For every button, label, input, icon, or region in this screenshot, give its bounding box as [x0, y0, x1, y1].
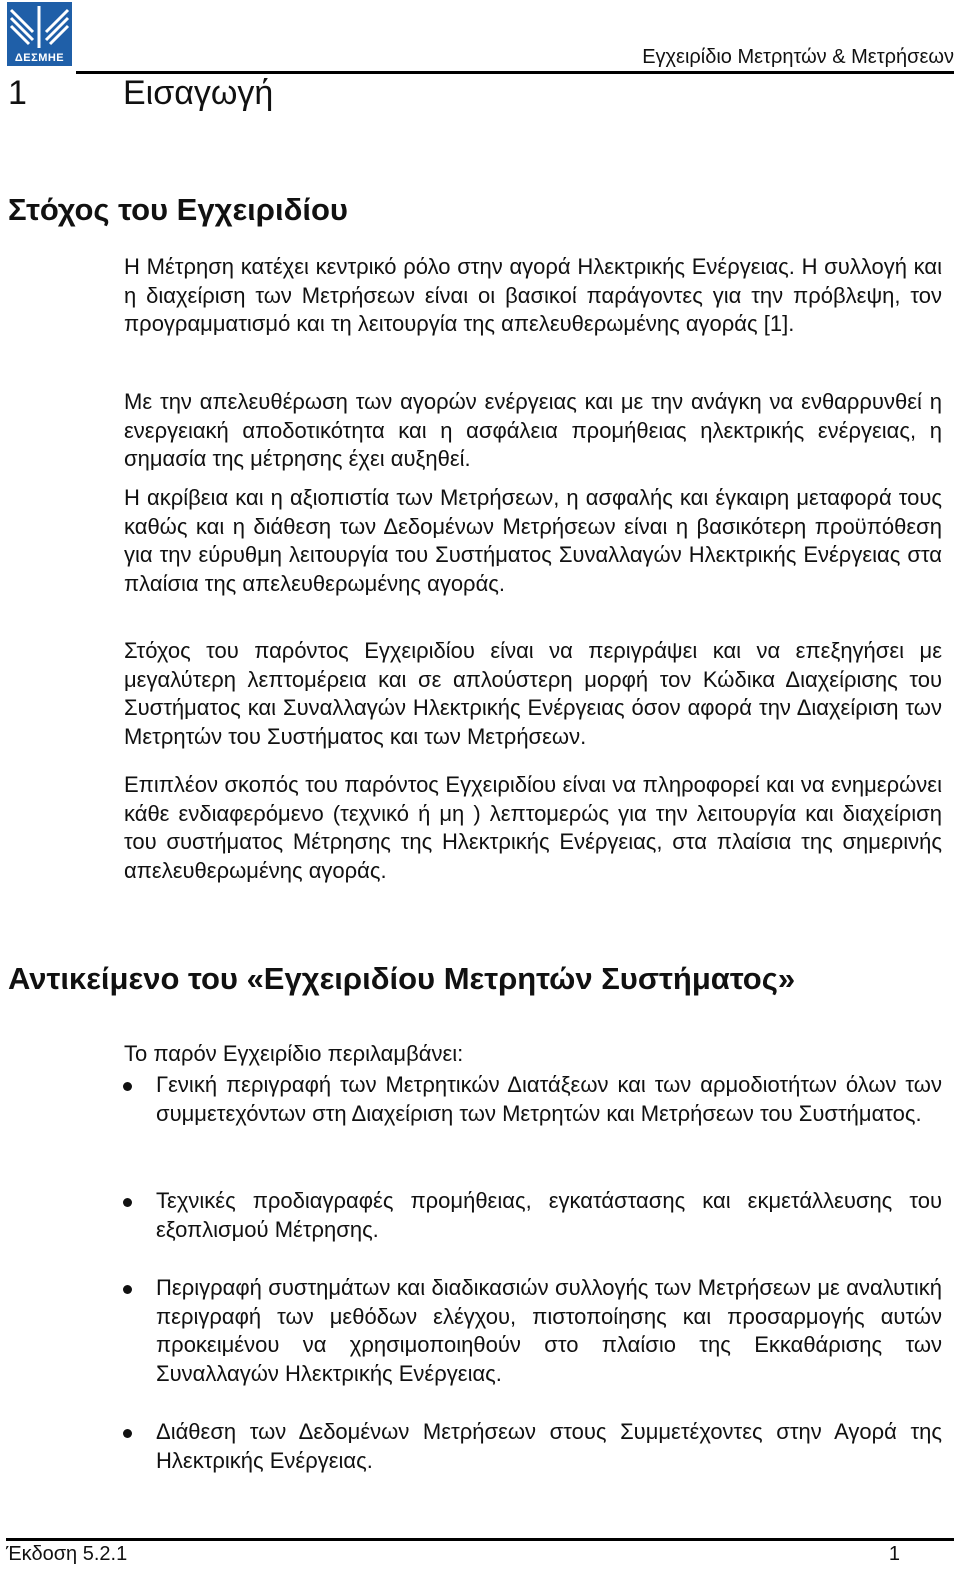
paragraph-4: Στόχος του παρόντος Εγχειριδίου είναι να περιγράψει και να επεξηγήσει με μεγαλύτερη λεπτομέρεια και σε απλούστερη μορφή τον Κώδικα Διαχείρισης του Συστήματος και Συναλλαγών Ηλεκτρικής Ενέργειας όσον αφορά την Διαχείριση των Μετρητών του Συστήματος και των Μετρήσεων. — [124, 638, 942, 750]
bullet-icon — [123, 1285, 132, 1294]
footer-page-number: 1 — [888, 1543, 900, 1565]
chapter-heading — [8, 74, 273, 113]
chapter-number: 1 — [8, 74, 27, 112]
paragraph-1: Η Μέτρηση κατέχει κεντρικό ρόλο στην αγορά Ηλεκτρικής Ενέργειας. Η συλλογή και η διαχείριση των Μετρήσεων είναι οι βασικοί παράγοντες για την πρόβλεψη, τον προγραμματισμό και τη λειτουργία της απελευθερωμένης αγοράς [1]. — [124, 254, 942, 337]
desmie-logo — [7, 2, 72, 66]
chapter-title: Εισαγωγή — [123, 74, 274, 112]
paragraph-3: Η ακρίβεια και η αξιοπιστία των Μετρήσεων, η ασφαλής και έγκαιρη μεταφορά τους καθώς και η διάθεση των Δεδομένων Μετρήσεων είναι η βασικότερη προϋπόθεση για την εύρυθμη λειτουργία του Συστήματος Συναλλαγών Ηλεκτρικής Ενέργειας στα πλαίσια της απελευθερωμένης αγοράς. — [124, 485, 942, 597]
list-intro: Το παρόν Εγχειρίδιο περιλαμβάνει: — [124, 1041, 464, 1066]
list-item: Τεχνικές προδιαγραφές προμήθειας, εγκατάστασης και εκμετάλλευσης του εξοπλισμού Μέτρησης. — [156, 1188, 942, 1242]
paragraph-5: Επιπλέον σκοπός του παρόντος Εγχειριδίου είναι να πληροφορεί και να ενημερώνει κάθε ενδιαφερόμενο (τεχνικό ή μη ) λεπτομερώς για την λειτουργία και διαχείριση του συστήματος Μέτρησης της Ηλεκτρικής Ενέργειας, στα πλαίσια της σημερινής απελευθερωμένης αγοράς. — [124, 772, 942, 884]
bullet-icon — [123, 1082, 132, 1091]
section-title-scope: Αντικείμενο του «Εγχειριδίου Μετρητών Συστήματος» — [8, 961, 796, 996]
section-title-objective: Στόχος του Εγχειριδίου — [8, 192, 348, 227]
logo-text: ΔΕΣΜΗΕ — [14, 52, 65, 64]
paragraph-2: Με την απελευθέρωση των αγορών ενέργειας και με την ανάγκη να ενθαρρυνθεί η ενεργειακή αποδοτικότητα και η ασφάλεια προμήθειας ηλεκτρικής ενέργειας, η σημασία της μέτρησης έχει αυξηθεί. — [124, 389, 942, 472]
list-item: Γενική περιγραφή των Μετρητικών Διατάξεων και των αρμοδιοτήτων όλων των συμμετεχόντων στη Διαχείριση των Μετρητών και Μετρήσεων του Συστήματος. — [156, 1072, 942, 1126]
bullet-icon — [123, 1429, 132, 1438]
footer-rule — [6, 1538, 954, 1541]
header-title: Εγχειρίδιο Μετρητών & Μετρήσεων — [642, 46, 954, 68]
bullet-icon — [123, 1198, 132, 1207]
list-item: Περιγραφή συστημάτων και διαδικασιών συλλογής των Μετρήσεων με αναλυτική περιγραφή των μεθόδων ελέγχου, πιστοποίησης και προσαρμογής αυτών προκειμένου να χρησιμοποιηθούν στο πλαίσιο της Εκκαθάρισης των Συναλλαγών Ηλεκτρικής Ενέργειας. — [156, 1275, 942, 1387]
list-item: Διάθεση των Δεδομένων Μετρήσεων στους Συμμετέχοντες στην Αγορά της Ηλεκτρικής Ενέργειας. — [156, 1419, 942, 1473]
footer-edition: Έκδοση 5.2.1 — [6, 1543, 128, 1565]
